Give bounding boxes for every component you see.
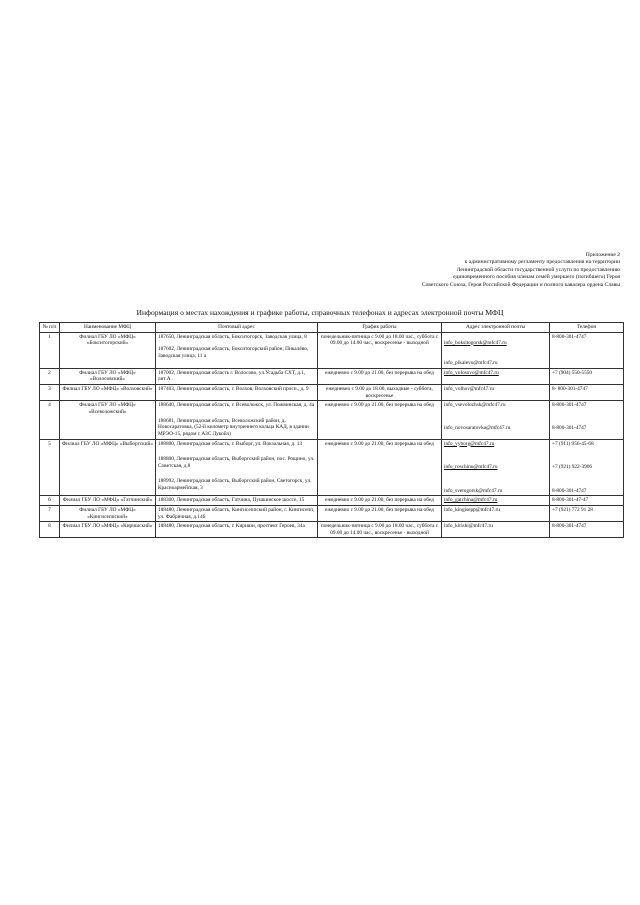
- appendix-line: единовременного пособия членам семей умершего (погибшего) Героя: [453, 274, 620, 281]
- phone-number: 8-800-301-4747: [552, 487, 587, 494]
- row-phone: [550, 505, 624, 521]
- phone-number: +7 (921) 922-3906: [552, 464, 593, 471]
- table-row: [40, 496, 624, 506]
- row-address: [156, 384, 318, 400]
- email-link[interactable]: info_vsevolozhsk@mfc47.ru: [444, 402, 506, 409]
- table-row: [40, 368, 624, 384]
- address-line: 187650, Ленинградская область, Бокситогорск, Заводская улица, 8: [158, 333, 307, 340]
- row-schedule: ежедневно с 9.00 до 21.00, без перерыва на обед: [318, 401, 442, 439]
- row-schedule: ежедневно с 9.00 до 21.00, без перерыва на обед: [318, 505, 442, 521]
- row-address: [156, 439, 318, 496]
- table-row: [40, 505, 624, 521]
- email-link[interactable]: info_vyborg@mfc47.ru: [444, 440, 495, 447]
- phone-number: 8-800-301-4747: [552, 523, 587, 530]
- row-number: 8: [40, 522, 60, 538]
- header-email: Адрес электронной почты: [442, 323, 550, 333]
- email-link[interactable]: info_pikalevo@mfc47.ru: [444, 360, 498, 367]
- appendix-line: Советского Союза, Героя Российской Федерации и полного кавалера ордена Славы: [421, 281, 620, 288]
- header-address: Почтовый адрес: [156, 323, 318, 333]
- row-email: [442, 401, 550, 439]
- header-phone: Телефон: [550, 323, 624, 333]
- row-name: Филиал ГБУ ЛО «МФЦ» «Всеволожский»: [60, 401, 156, 439]
- row-number: 4: [40, 401, 60, 439]
- row-email: [442, 332, 550, 368]
- row-phone: [550, 384, 624, 400]
- row-email: [442, 522, 550, 538]
- phone-number: +7 (921) 772 91 28: [552, 506, 593, 513]
- row-address: [156, 522, 318, 538]
- table-header-row: [40, 323, 624, 333]
- table-row: [40, 522, 624, 538]
- header-schedule: График работы: [318, 323, 442, 333]
- row-number: 5: [40, 439, 60, 496]
- address-line: 187602, Ленинградская область, Бокситогорский район, Пикалёво, Заводская улица, 11 а: [158, 346, 309, 359]
- table-row: [40, 401, 624, 439]
- row-phone: [550, 332, 624, 368]
- email-link[interactable]: info_volhov@mfc47.ru: [444, 385, 495, 392]
- row-name: Филиал ГБУ ЛО «МФЦ» «Гатчинский»: [60, 496, 156, 506]
- table-row: [40, 332, 624, 368]
- row-name: Филиал ГБУ ЛО «МФЦ» «Кингисеппский»: [60, 505, 156, 521]
- email-link[interactable]: info_gatchina@mfc47.ru: [444, 497, 498, 504]
- row-schedule: понедельник-пятница с 9.00 до 18.00 час., суббота с 09.00 до 14.00 час., воскресенье - выходной: [318, 332, 442, 368]
- header-name: Наименование МФЦ: [60, 323, 156, 333]
- address-line: 188480, Ленинградская область, г. Кириши, проспект Героев, 34а: [158, 523, 305, 530]
- mfc-table: [39, 322, 624, 538]
- row-address: [156, 368, 318, 384]
- row-number: 2: [40, 368, 60, 384]
- appendix-line: Приложение 2: [585, 252, 620, 258]
- email-link[interactable]: info_boksitogorsk@mfc47.ru: [444, 339, 507, 346]
- row-phone: [550, 368, 624, 384]
- email-link[interactable]: info_novosaratovka@mfc47.ru: [444, 424, 511, 431]
- row-email: [442, 384, 550, 400]
- document-title: Информация о местах нахождения и графике работы, справочных телефонах и адресах электронной почты МФЦ: [136, 308, 504, 317]
- row-address: [156, 401, 318, 439]
- row-name: Филиал ГБУ ЛО «МФЦ» «Волховский»: [60, 384, 156, 400]
- address-line: 188300, Ленинградская область, Гатчина, Пушкинское шоссе, 15: [158, 497, 305, 504]
- phone-number: 8-800-301-4747: [552, 402, 587, 409]
- row-address: [156, 496, 318, 506]
- row-address: [156, 505, 318, 521]
- row-name: Филиал ГБУ ЛО «МФЦ» «Выборгский»: [60, 439, 156, 496]
- row-schedule: ежедневно с 9.00 до 21.00, без перерыва на обед: [318, 439, 442, 496]
- phone-number: 8-800-301-47-47: [552, 497, 589, 504]
- row-number: 7: [40, 505, 60, 521]
- row-name: Филиал ГБУ ЛО «МФЦ» «Киришский»: [60, 522, 156, 538]
- address-line: 188640, Ленинградская область, г. Всеволожск, ул. Пожвинская, д. 4а: [158, 402, 315, 409]
- address-line: 188800, Ленинградская область, Выборгский район, пос. Рощино, ул. Советская, д.8: [158, 456, 315, 469]
- address-line: 188800, Ленинградская область, г. Выборг, ул. Вокзальная, д. 13: [158, 440, 303, 447]
- table-row: [40, 384, 624, 400]
- email-link[interactable]: info_kirishi@mfc47.ru: [444, 523, 493, 530]
- phone-number: 8-800-301-4747: [552, 333, 587, 340]
- email-link[interactable]: info_roschino@mfc47.ru: [444, 464, 498, 471]
- phone-number: 8-800-301-4747: [552, 424, 587, 431]
- row-number: 1: [40, 332, 60, 368]
- row-address: [156, 332, 318, 368]
- row-schedule: ежедневно с 9.00 до 18.00, выходные - суббота, воскресенье: [318, 384, 442, 400]
- row-phone: [550, 522, 624, 538]
- phone-number: 8- 800-301-4747: [552, 385, 588, 392]
- address-line: 188480, Ленинградская область, Кингисеппский район, г. Кингисепп, ул. Фабричная, д.14б: [158, 506, 315, 520]
- address-line: 188681, Ленинградская область, Всеволожский район, д. Новосаратовка, (52-й километр внутреннего кольца КАД, в здании МРЭО-15, рядом с АЗС Лукойл): [158, 417, 309, 437]
- row-email: [442, 368, 550, 384]
- email-link[interactable]: info_svetogorsk@mfc47.ru: [444, 487, 503, 494]
- row-schedule: ежедневно с 9.00 до 21.00, без перерыва на обед: [318, 368, 442, 384]
- row-phone: [550, 496, 624, 506]
- row-email: [442, 439, 550, 496]
- appendix-note: [300, 252, 620, 289]
- row-number: 6: [40, 496, 60, 506]
- appendix-line: к административному регламенту предоставления на территории: [464, 259, 620, 266]
- header-number: № п/п: [40, 323, 60, 333]
- row-email: [442, 505, 550, 521]
- row-name: Филиал ГБУ ЛО «МФЦ» «Волосовский»: [60, 368, 156, 384]
- phone-number: +7 (911) 956-45-68: [552, 440, 594, 447]
- row-email: [442, 496, 550, 506]
- row-phone: [550, 401, 624, 439]
- row-name: Филиал ГБУ ЛО «МФЦ» «Бокситогорский»: [60, 332, 156, 368]
- appendix-line: Ленинградской области государственной услуги по предоставлению: [456, 266, 620, 273]
- address-line: 187002, Ленинградская область г. Волосово, ул.Усадьба СХТ, д.1, лит.А: [158, 369, 306, 383]
- phone-number: +7 (904) 550-5550: [552, 369, 593, 376]
- email-link[interactable]: info_volosovo@mfc47.ru: [444, 369, 499, 376]
- table-row: [40, 439, 624, 496]
- row-schedule: ежедневно с 9.00 до 21.00, без перерыва на обед: [318, 496, 442, 506]
- row-phone: [550, 439, 624, 496]
- address-line: 188992, Ленинградская область, Выборгский район, Светогорск, ул. Красноармейская, 3: [158, 478, 312, 491]
- row-schedule: понедельник-пятница с 9.00 до 18.00 час., суббота с 09.00 до 14.00 час., воскресенье - выходной: [318, 522, 442, 538]
- row-number: 3: [40, 384, 60, 400]
- address-line: 187403, Ленинградская область, г. Волхов, Волховский просп., д. 9: [158, 385, 309, 392]
- email-link[interactable]: info_kingisepp@mfc47.ru: [444, 506, 500, 513]
